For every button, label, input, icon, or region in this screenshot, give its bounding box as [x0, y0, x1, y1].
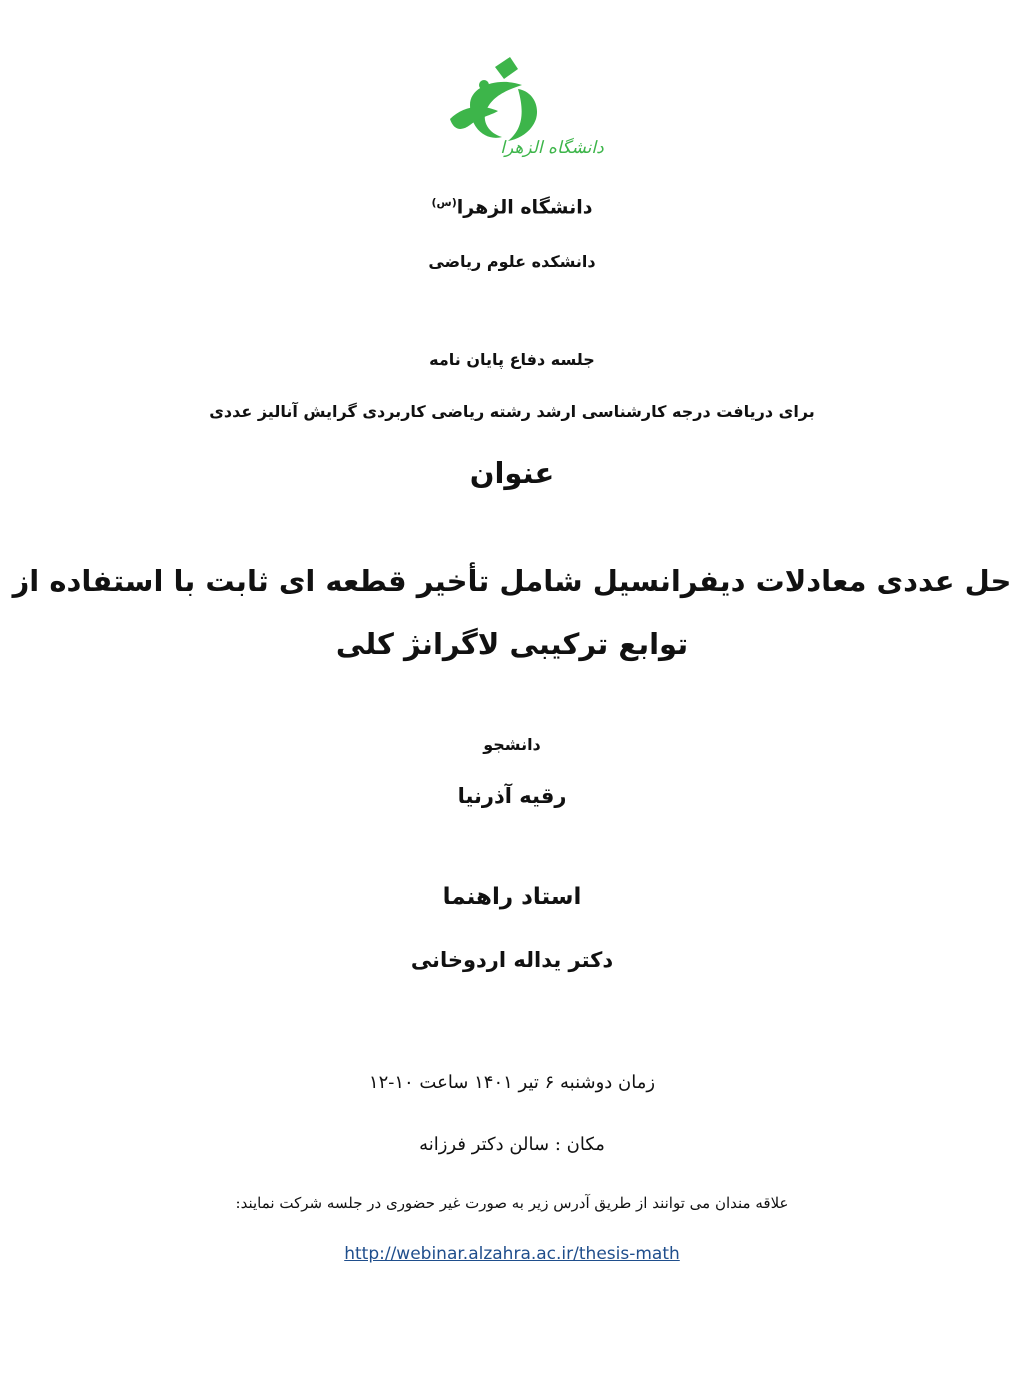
advisor-label: استاد راهنما — [442, 884, 582, 910]
session-type: جلسه دفاع پایان نامه — [429, 350, 595, 369]
title-heading: عنوان — [469, 456, 555, 490]
webinar-link-line — [0, 1244, 1024, 1264]
student-label: دانشجو — [483, 735, 541, 754]
advisor-name: دکتر یداله اردوخانی — [410, 948, 614, 972]
university-name-text: دانشگاه الزهرا — [456, 196, 593, 219]
logo-emblem-top — [495, 57, 518, 79]
faculty-name: دانشکده علوم ریاضی — [428, 252, 596, 271]
degree-description: برای دریافت درجه کارشناسی ارشد رشته ریاضی کاربردی گرایش آنالیز عددی — [209, 402, 815, 421]
university-name — [0, 196, 1024, 218]
session-place: مکان : سالن دکتر فرزانه — [419, 1134, 605, 1155]
session-time: زمان دوشنبه ۶ تیر ۱۴۰۱ ساعت ۱۰-۱۲ — [368, 1072, 656, 1093]
alzahra-university-logo — [440, 55, 610, 165]
logo-emblem-stroke — [450, 107, 498, 129]
thesis-title-line-1: حل عددی معادلات دیفرانسیل شامل تأخیر قطعه ای ثابت با استفاده از — [12, 564, 1012, 598]
webinar-link[interactable]: http://webinar.alzahra.ac.ir/thesis-math — [344, 1244, 680, 1264]
online-attendance-notice: علاقه مندان می توانند از طریق آدرس زیر به صورت غیر حضوری در جلسه شرکت نمایند: — [235, 1194, 789, 1212]
university-honorific: (س) — [431, 196, 457, 209]
student-name: رقیه آذرنیا — [457, 784, 567, 808]
logo-wordmark: دانشگاه الزهرا — [500, 138, 604, 158]
logo-emblem-dot — [479, 80, 489, 90]
logo-emblem-right — [508, 89, 537, 141]
thesis-title-line-2: توابع ترکیبی لاگرانژ کلی — [335, 627, 689, 661]
